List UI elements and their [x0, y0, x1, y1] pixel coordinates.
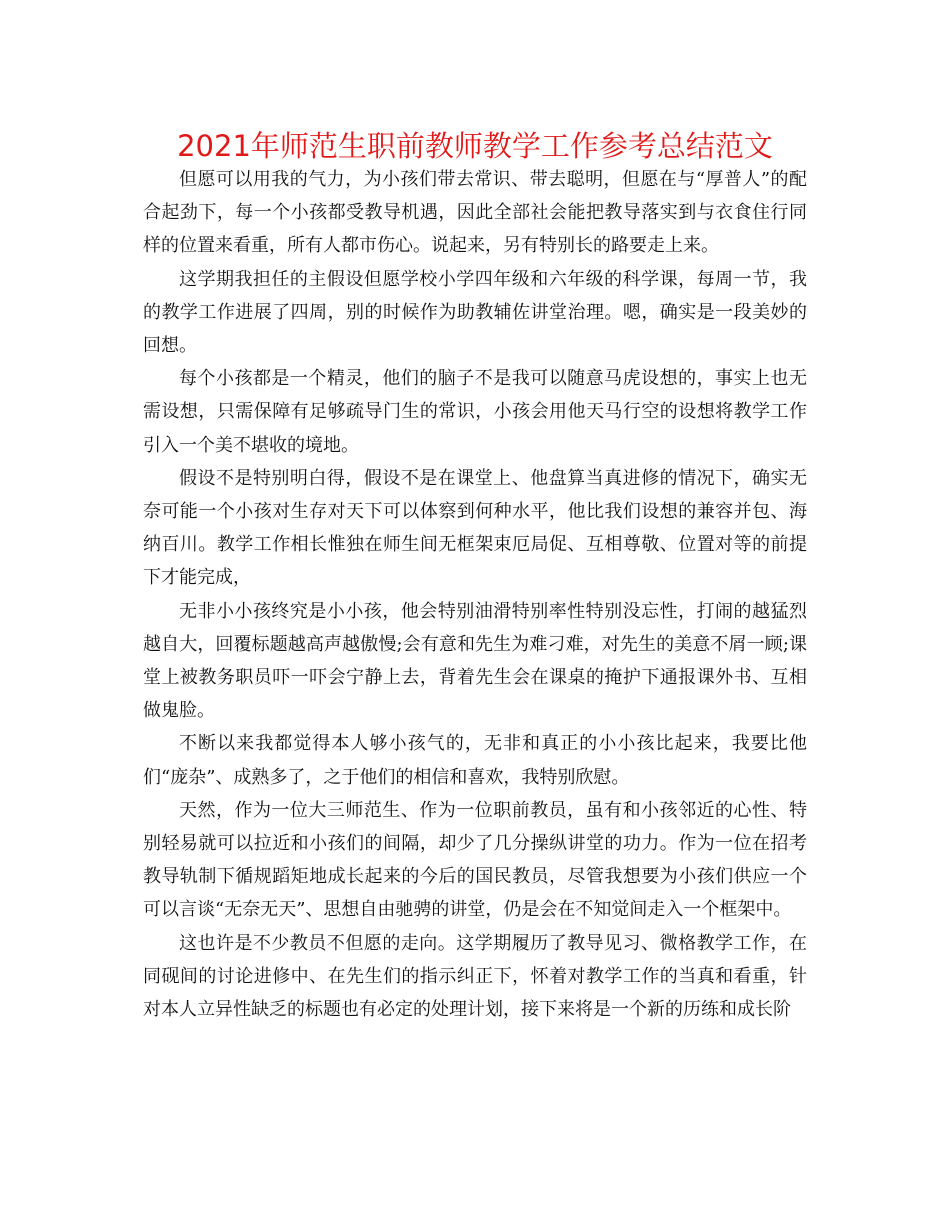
- paragraph: 但愿可以用我的气力，为小孩们带去常识、带去聪明，但愿在与“厚普人”的配合起劲下，每一个小孩都受教导机遇，因此全部社会能把教导落实到与衣食住行同样的位置来看重，所有人都市伤心。说起来，另有特别长的路要走上来。: [143, 169, 807, 257]
- document-title: 2021年师范生职前教师教学工作参考总结范文: [177, 129, 773, 163]
- paragraph: 无非小小孩终究是小小孩，他会特别油滑特别率性特别没忘性，打闹的越猛烈越自大，回覆标题越高声越傲慢;会有意和先生为难刁难，对先生的美意不屑一顾;课堂上被教务职员吓一吓会宁静上去，背着先生会在课桌的掩护下通报课外书、互相做鬼脸。: [143, 600, 808, 722]
- document-body: [143, 163, 807, 1026]
- paragraph: 这学期我担任的主假设但愿学校小学四年级和六年级的科学课，每周一节，我的教学工作进展了四周，别的时候作为助教辅佐讲堂治理。嗯，确实是一段美妙的回想。: [143, 268, 807, 357]
- paragraph: 每个小孩都是一个精灵，他们的脑子不是我可以随意马虎设想的，事实上也无需设想，只需保障有足够疏导门生的常识，小孩会用他天马行空的设想将教学工作引入一个美不堪收的境地。: [143, 368, 807, 456]
- paragraph: 天然，作为一位大三师范生、作为一位职前教员，虽有和小孩邻近的心性、特别轻易就可以拉近和小孩们的间隔，却少了几分操纵讲堂的功力。作为一位在招考教导轨制下循规蹈矩地成长起来的今后的国民教员，尽管我想要为小孩们供应一个可以言谈“无奈无天”、思想自由驰骋的讲堂，仍是会在不知觉间走入一个框架中。: [143, 799, 807, 921]
- paragraph: 假设不是特别明白得，假设不是在课堂上、他盘算当真进修的情况下，确实无奈可能一个小孩对生存对天下可以体察到何种水平，他比我们设想的兼容并包、海纳百川。教学工作相长惟独在师生间无框架束厄局促、互相尊敬、位置对等的前提下才能完成，: [143, 467, 807, 589]
- paragraph: 这也许是不少教员不但愿的走向。这学期履历了教导见习、微格教学工作，在同砚间的讨论进修中、在先生们的指示纠正下，怀着对教学工作的当真和看重，针对本人立异性缺乏的标题也有必定的处理计划，接下来将是一个新的历练和成长阶: [143, 932, 807, 1021]
- paragraph: 不断以来我都觉得本人够小孩气的，无非和真正的小小孩比起来，我要比他们“庞杂”、成熟多了，之于他们的相信和喜欢，我特别欣慰。: [143, 733, 807, 788]
